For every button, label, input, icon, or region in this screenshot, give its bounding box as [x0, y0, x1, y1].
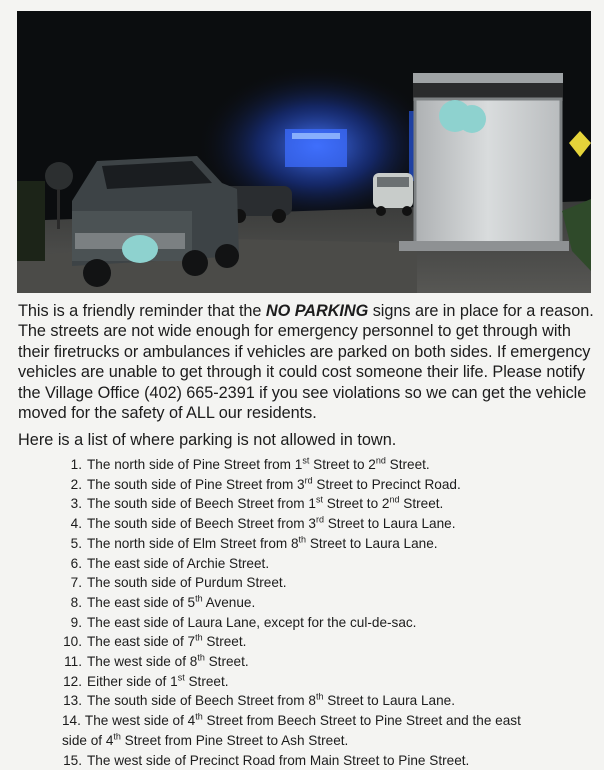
list-item-segment: Street to Precinct Road.: [312, 476, 461, 492]
list-item-segment: Street to 2: [322, 496, 390, 512]
list-item: [0, 475, 604, 495]
list-item-number: 7.: [70, 575, 82, 591]
list-item-number: 8.: [70, 594, 82, 610]
list-item-segment: The north side of Pine Street from 1: [87, 457, 303, 472]
list-item-text: [87, 536, 438, 551]
ordinal-suffix: nd: [375, 455, 386, 466]
ordinal-suffix: th: [315, 691, 324, 702]
list-item-text: [87, 457, 430, 472]
ordinal-suffix: th: [298, 534, 307, 545]
intro-paragraph: [18, 301, 598, 423]
list-item-segment: Either side of 1: [87, 673, 178, 689]
list-item: [0, 613, 604, 633]
list-item-segment: The south side of Purdum Street.: [87, 575, 287, 591]
list-item-number: 1.: [70, 457, 82, 472]
list-item-number: 4.: [70, 516, 82, 532]
list-item-number: 6.: [70, 555, 82, 571]
list-item-text: [87, 556, 269, 571]
list-item-segment: The west side of Precinct Road from Main Street to Pine Street.: [87, 752, 470, 768]
ordinal-suffix: nd: [389, 494, 400, 505]
list-item-segment: The east side of 7: [87, 634, 196, 650]
list-item-segment: The west side of 8: [87, 654, 198, 670]
ordinal-suffix: rd: [315, 514, 324, 525]
list-item-text: [87, 654, 249, 669]
list-item-text: [62, 713, 521, 748]
ordinal-suffix: rd: [304, 475, 313, 486]
list-item-text: [87, 575, 286, 590]
list-item: [0, 534, 604, 554]
list-item-segment: Street to Laura Lane.: [323, 516, 456, 532]
list-item-text: [87, 615, 416, 630]
list-item-segment: Street.: [385, 457, 430, 472]
list-item-text: [87, 753, 469, 768]
list-item: [0, 711, 532, 750]
list-item-segment: The east side of Archie Street.: [87, 555, 270, 571]
intro-text-rest: signs are in place for a reason. The streets are not wide enough for emergency personnel to get through with their firetrucks or ambulances if vehicles are parked on both sides. If emergency vehicles are unable to get through it could cost someone their life. Please notify the Village Office (402) 665-2391 if you see violations so we can get the vehicle moved for the safety of ALL our residents.: [18, 302, 594, 423]
list-item-text: [87, 477, 461, 492]
list-item: [0, 494, 604, 514]
list-item-segment: Street.: [184, 673, 229, 689]
list-item: [0, 573, 604, 593]
list-item: [0, 514, 604, 534]
no-parking-list: [0, 455, 604, 770]
list-item-segment: Street.: [204, 654, 249, 670]
list-item: [0, 554, 604, 574]
list-item-segment: Street from Beech Street to Pine Street and the east side of 4: [62, 713, 521, 748]
list-item-segment: The south side of Beech Street from 1: [87, 496, 316, 512]
list-item-number: 9.: [70, 614, 82, 630]
list-intro: Here is a list of where parking is not allowed in town.: [18, 431, 397, 449]
list-item: [0, 652, 604, 672]
list-item-segment: The south side of Beech Street from 8: [87, 693, 316, 709]
no-parking-emphasis: NO PARKING: [265, 302, 369, 320]
list-item-segment: Street from Pine Street to Ash Street.: [120, 732, 349, 748]
list-item-text: [87, 634, 246, 649]
list-item-number: 11.: [64, 654, 82, 670]
intro-text-start: This is a friendly reminder that the: [18, 302, 266, 320]
list-item-segment: The west side of 4: [84, 713, 196, 729]
list-item-segment: Street to Laura Lane.: [306, 535, 438, 551]
list-item: [0, 672, 604, 692]
ordinal-suffix: th: [195, 593, 203, 604]
list-item-segment: The south side of Beech Street from 3: [87, 516, 316, 532]
night-street-photo: [17, 11, 591, 293]
ordinal-suffix: th: [113, 731, 121, 742]
list-item-number: 10.: [63, 634, 82, 650]
list-item-text: [87, 496, 443, 511]
list-item-number: 12.: [63, 673, 82, 689]
list-item-text: [87, 595, 255, 610]
list-item-segment: The east side of Laura Lane, except for the cul-de-sac.: [87, 614, 417, 630]
list-item-segment: Street.: [399, 496, 444, 512]
list-item-text: [87, 516, 455, 531]
list-item-number: 2.: [70, 476, 82, 492]
list-item-number: 14.: [62, 713, 81, 729]
list-item-segment: Street to 2: [309, 457, 376, 472]
ordinal-suffix: st: [315, 494, 323, 505]
ordinal-suffix: th: [197, 652, 205, 663]
list-item: [0, 691, 604, 711]
list-item-text: [87, 693, 455, 708]
list-item-segment: Street.: [202, 634, 247, 650]
photo-illustration: [17, 11, 591, 293]
list-item: [0, 632, 604, 652]
list-item-segment: The north side of Elm Street from 8: [87, 535, 299, 551]
list-item-segment: Avenue.: [202, 594, 256, 610]
list-item-text: [87, 674, 229, 689]
ordinal-suffix: th: [195, 711, 203, 722]
list-item-segment: Street to Laura Lane.: [323, 693, 455, 709]
list-item-number: 5.: [70, 535, 82, 551]
list-item: [0, 751, 604, 770]
ordinal-suffix: st: [177, 672, 185, 683]
list-item: [0, 593, 604, 613]
list-item: [0, 455, 604, 475]
list-item-segment: The south side of Pine Street from 3: [87, 476, 305, 492]
ordinal-suffix: th: [195, 632, 203, 643]
list-item-number: 13.: [63, 693, 82, 709]
list-item-number: 15.: [63, 752, 82, 768]
list-item-segment: The east side of 5: [87, 594, 196, 610]
list-item-number: 3.: [70, 496, 82, 512]
ordinal-suffix: st: [302, 455, 310, 466]
